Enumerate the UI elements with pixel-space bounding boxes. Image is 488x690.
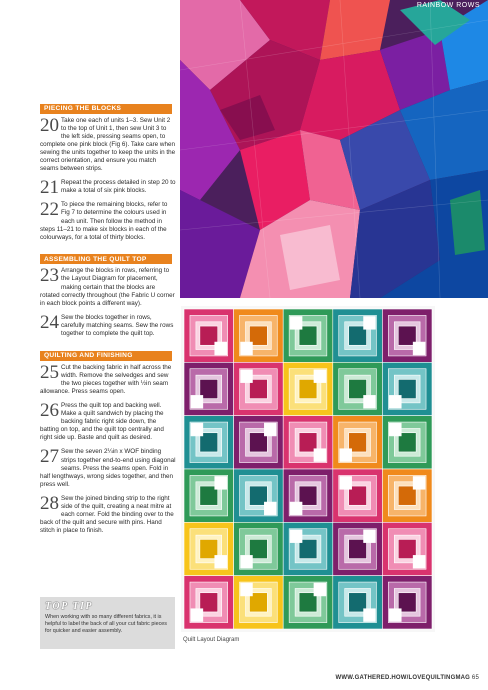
quilt-block-corner [215, 476, 227, 489]
step-number: 27 [40, 446, 59, 468]
quilt-block-corner [191, 609, 203, 622]
step-number: 28 [40, 492, 59, 514]
page-footer [336, 675, 479, 681]
quilt-block-corner [191, 395, 203, 408]
quilt-photo [180, 0, 488, 298]
quilt-layout-svg [181, 306, 435, 632]
instructions-column [40, 97, 176, 541]
step-20 [40, 114, 176, 174]
step-27 [40, 448, 176, 488]
step-23 [40, 267, 176, 307]
quilt-block-corner [215, 342, 227, 355]
step-24 [40, 311, 176, 338]
step-26 [40, 399, 176, 442]
quilt-block-corner [241, 342, 253, 355]
step-text: Sew the seven 2¼in x WOF binding strips together end-to-end using diagonal seams. Press the seams open. Fold in half lengthways, wrong sides together, and then press well. [40, 448, 176, 488]
quilt-block-corner [364, 395, 376, 408]
page-number: 65 [471, 675, 479, 681]
top-tip-text: When working with so many different fabrics, it is helpful to label the back of all your cut fabric pieces for quicker and easier assembly. [45, 614, 167, 634]
quilt-block-corner [364, 609, 376, 622]
top-tip-box [40, 597, 175, 649]
heading-assembling: ASSEMBLING THE QUILT TOP [40, 254, 172, 264]
quilt-block-corner [290, 316, 302, 329]
step-text: Cut the backing fabric in half across the width. Remove the selvedges and sew the two pieces together with ½in seam allowance. Press seams open. [40, 363, 172, 395]
quilt-block-corner [364, 530, 376, 543]
quilt-layout-diagram [181, 306, 435, 632]
heading-quilting: QUILTING AND FINISHING [40, 351, 172, 361]
step-text: Take one each of units 1–3. Sew Unit 2 to the top of Unit 1, then sew Unit 3 to the left side, pressing seams open, to complete one pink block (Fig 6). Take care when sewing the units together to keep the units in the correct orientation, and ensure you match seams between strips. [40, 116, 176, 173]
diagram-caption: Quilt Layout Diagram [183, 637, 240, 643]
quilt-block-corner [215, 555, 227, 568]
step-number: 22 [40, 199, 59, 221]
quilt-block-corner [413, 555, 425, 568]
step-number: 23 [40, 265, 59, 287]
footer-url: WWW.GATHERED.HOW/LOVEQUILTINGMAG [335, 675, 471, 681]
quilt-block-corner [389, 423, 401, 436]
quilt-block-corner [241, 370, 253, 383]
step-number: 26 [40, 399, 59, 421]
quilt-block-corner [340, 449, 352, 462]
step-number: 20 [40, 114, 59, 136]
quilt-block-corner [389, 609, 401, 622]
quilt-block-corner [264, 502, 276, 515]
quilt-block-corner [364, 316, 376, 329]
step-28 [40, 492, 176, 535]
heading-piecing: PIECING THE BLOCKS [40, 104, 172, 114]
quilt-block-corner [314, 449, 326, 462]
step-22 [40, 201, 176, 241]
quilt-block-corner [290, 530, 302, 543]
step-21 [40, 177, 176, 199]
step-number: 24 [40, 311, 59, 333]
step-text: Repeat the process detailed in step 20 to make a total of six pink blocks. [61, 179, 176, 195]
step-text: Sew the joined binding strip to the right side of the quilt, creating a neat mitre at each corner. Fold the binding over to the back of the quilt and secure with pins. Hand stitch in place to finish. [40, 494, 174, 535]
quilt-block-corner [191, 423, 203, 436]
quilt-block-corner [314, 583, 326, 596]
step-text: Sew the blocks together in rows, carefully matching seams. Sew the rows together to complete the quilt top. [61, 313, 174, 337]
quilt-block-corner [413, 342, 425, 355]
quilt-block-corner [389, 395, 401, 408]
quilt-block-corner [290, 502, 302, 515]
step-25 [40, 361, 176, 396]
quilt-block-corner [241, 583, 253, 596]
quilt-block-corner [241, 555, 253, 568]
step-number: 21 [40, 177, 59, 199]
quilt-block-corner [264, 423, 276, 436]
quilt-block-corner [314, 370, 326, 383]
step-text: To piece the remaining blocks, refer to Fig 7 to determine the colours used in each unit. Then follow the method in steps 11–21 to make six blocks in each of the colourways, for a total of thirty blocks. [40, 201, 168, 241]
quilt-photo-art [180, 0, 488, 298]
quilt-block-corner [413, 476, 425, 489]
step-number: 25 [40, 361, 59, 383]
section-tag: RAINBOW ROWS [416, 2, 480, 9]
top-tip-title: TOP TIP [45, 601, 93, 612]
step-text: Press the quilt top and backing well. Make a quilt sandwich by placing the backing fabric right side down, the batting on top, and the quilt top centrally and right side up. Baste and quilt as desired. [40, 401, 164, 442]
step-text: Arrange the blocks in rows, referring to the Layout Diagram for placement, making certain that the blocks are rotated correctly throughout (the Fabric U corner in each block points a different way). [40, 267, 175, 307]
quilt-block-corner [340, 476, 352, 489]
